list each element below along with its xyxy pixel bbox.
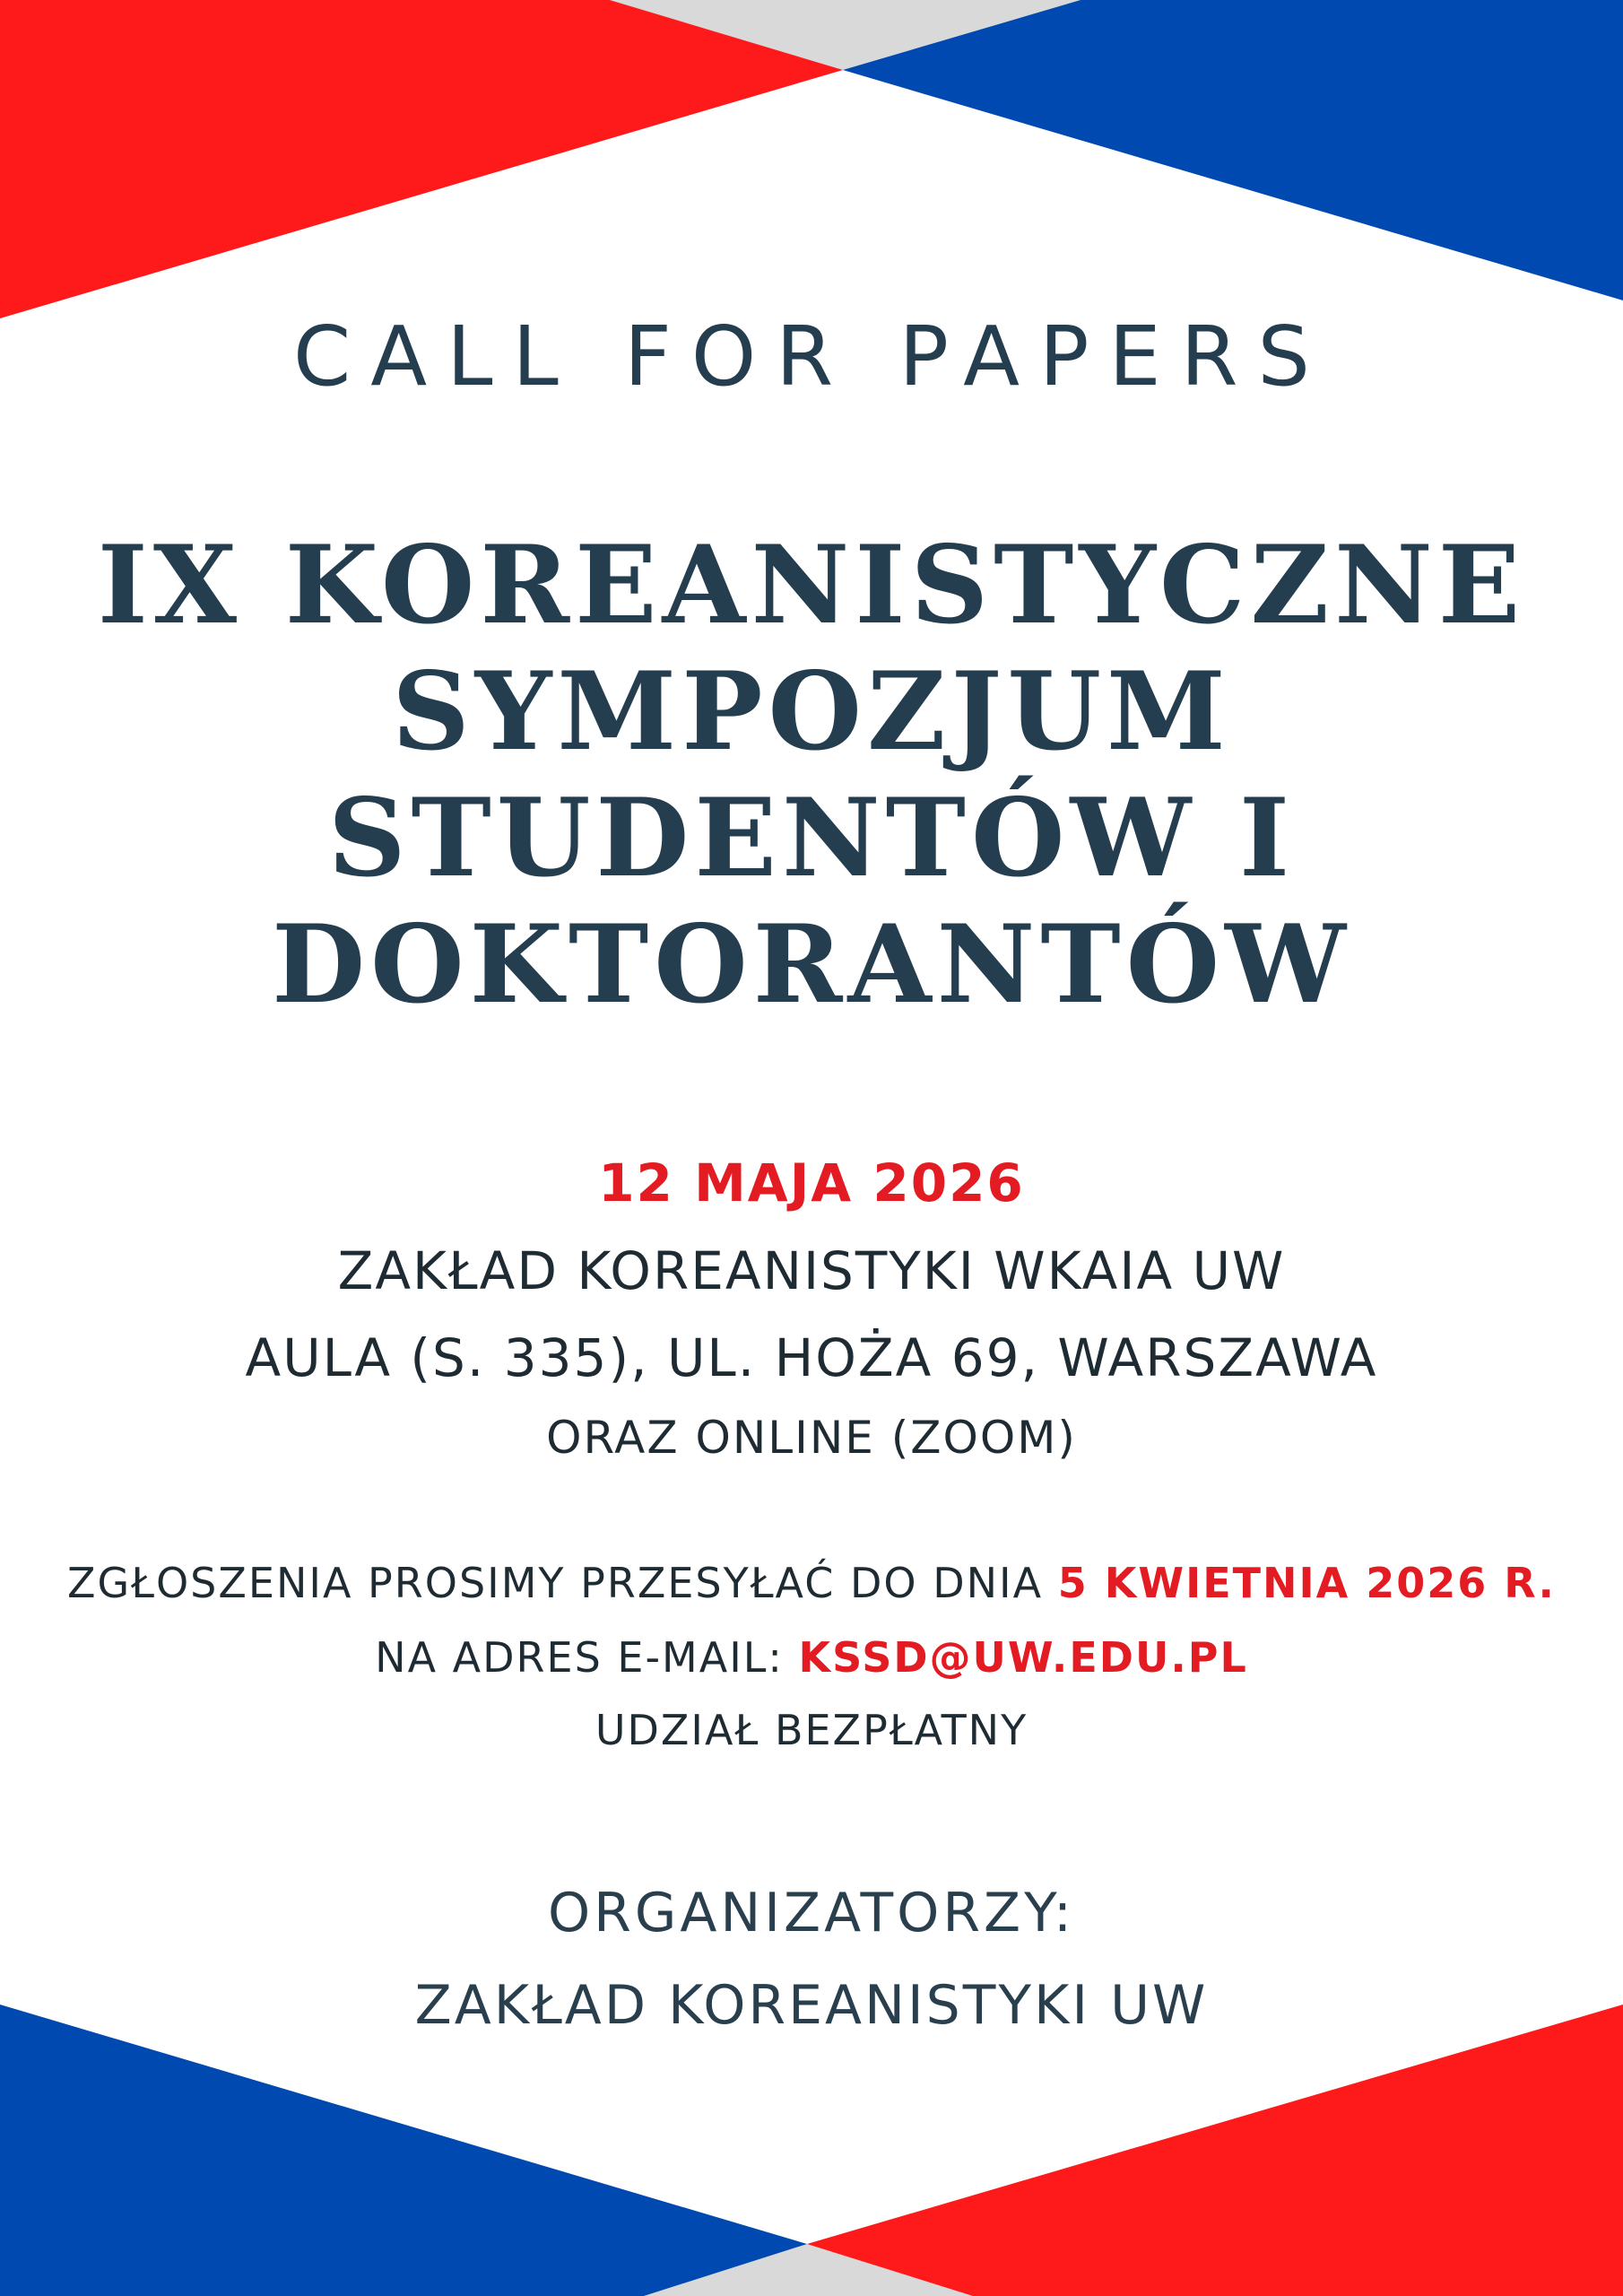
organizers-name: ZAKŁAD KOREANISTYKI UW xyxy=(414,1974,1209,2037)
title-line-3: STUDENTÓW I xyxy=(327,775,1296,901)
bottom-blue-triangle xyxy=(0,2005,807,2296)
title-line-2: SYMPOZJUM xyxy=(392,648,1231,775)
submission-deadline xyxy=(0,1559,1623,1607)
title-line-1: IX KOREANISTYCZNE xyxy=(97,522,1526,648)
submission-deadline-date: 5 KWIETNIA 2026 R. xyxy=(1057,1559,1557,1607)
submission-deadline-prefix: ZGŁOSZENIA PROSIMY PRZESYŁAĆ DO DNIA xyxy=(66,1559,1058,1607)
top-blue-triangle xyxy=(843,0,1623,300)
title-line-4: DOKTORANTÓW xyxy=(272,901,1351,1028)
venue-address: AULA (S. 335), UL. HOŻA 69, WARSZAWA xyxy=(245,1327,1378,1388)
event-date: 12 MAJA 2026 xyxy=(598,1152,1025,1213)
top-red-triangle xyxy=(0,0,843,318)
submission-email-line xyxy=(0,1633,1623,1682)
venue-online: ORAZ ONLINE (ZOOM) xyxy=(546,1412,1077,1464)
fee-note: UDZIAŁ BEZPŁATNY xyxy=(595,1706,1028,1754)
email-link[interactable]: KSSD@UW.EDU.PL xyxy=(798,1633,1248,1682)
organizers-heading: ORGANIZATORZY: xyxy=(547,1882,1076,1944)
bottom-red-triangle xyxy=(807,2005,1623,2296)
venue-department: ZAKŁAD KOREANISTYKI WKAIA UW xyxy=(337,1240,1286,1301)
email-prefix: NA ADRES E-MAIL: xyxy=(375,1633,799,1682)
call-for-papers-heading: CALL FOR PAPERS xyxy=(293,309,1330,404)
